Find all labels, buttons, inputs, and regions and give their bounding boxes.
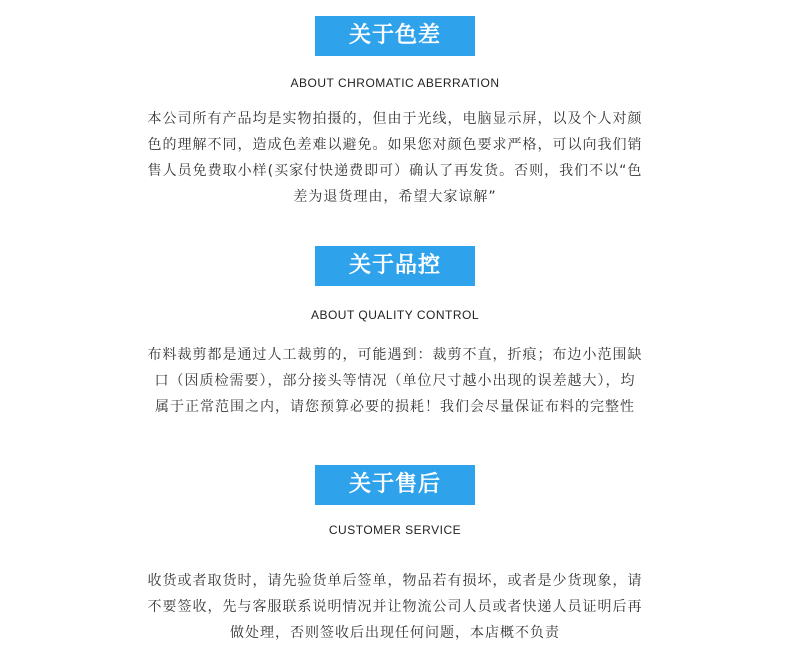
section-body-chromatic-aberration [115,106,675,210]
section-subtitle-quality-control: ABOUT QUALITY CONTROL [310,308,480,322]
paragraph-line: 色的理解不同，造成色差难以避免。如果您对颜色要求严格，可以向我们销 [147,137,643,153]
paragraph-line: 口（因质检需要），部分接头等情况（单位尺寸越小出现的误差越大），均 [154,373,636,389]
paragraph-line: 属于正常范围之内，请您预算必要的损耗！我们会尽量保证布料的完整性 [155,399,635,415]
paragraph-line: 本公司所有产品均是实物拍摄的，但由于光线，电脑显示屏，以及个人对颜 [147,111,643,127]
paragraph-line: 差为退货理由，希望大家谅解” [293,189,497,205]
section-subtitle-chromatic-aberration: ABOUT CHROMATIC ABERRATION [290,76,500,90]
section-title-chromatic-aberration: 关于色差 [315,16,475,56]
paragraph-line: 做处理，否则签收后出现任何问题，本店概不负责 [230,625,560,641]
section-subtitle-customer-service: CUSTOMER SERVICE [328,523,462,537]
paragraph-line: 布料裁剪都是通过人工裁剪的，可能遇到：裁剪不直，折痕；布边小范围缺 [147,347,643,363]
paragraph-line: 收货或者取货时，请先验货单后签单，物品若有损坏，或者是少货现象，请 [147,573,643,589]
paragraph-line: 不要签收，先与客服联系说明情况并让物流公司人员或者快递人员证明后再 [147,599,643,615]
section-title-customer-service: 关于售后 [315,465,475,505]
section-body-quality-control [115,342,675,420]
section-body-customer-service [115,568,675,646]
section-title-quality-control: 关于品控 [315,246,475,286]
paragraph-line: 售人员免费取小样(买家付快递费即可）确认了再发货。否则，我们不以“色 [147,163,643,179]
